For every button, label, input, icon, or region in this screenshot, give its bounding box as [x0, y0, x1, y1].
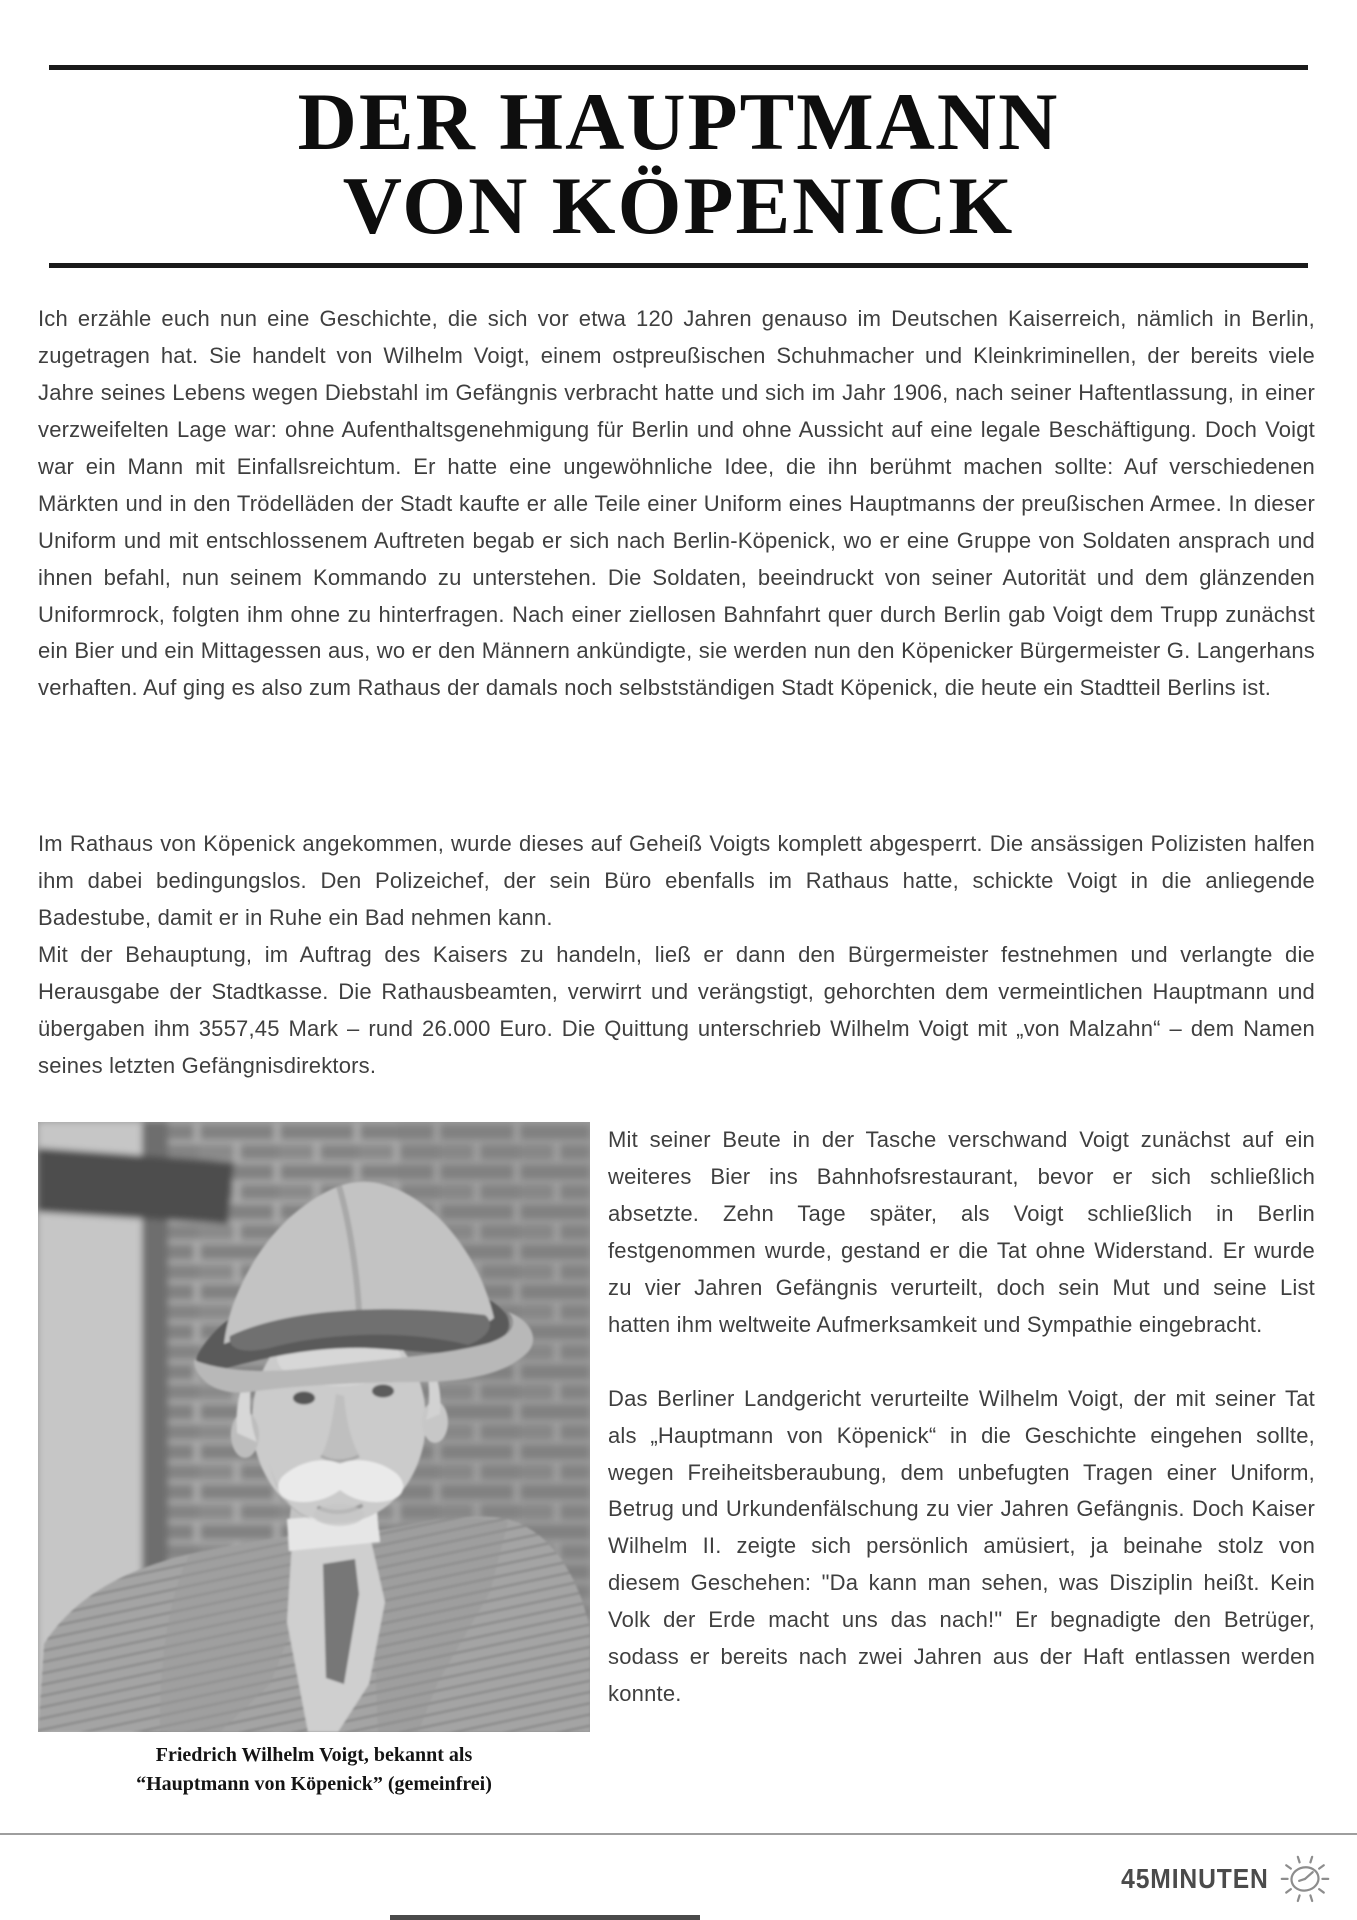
paragraph-intro: Ich erzähle euch nun eine Geschichte, die sich vor etwa 120 Jahren genauso im Deutschen Kaiserreich, nämlich in Berlin, zugetragen hat. Sie handelt von Wilhelm Voigt, einem ostpreußischen Schuhmacher und Kleinkriminellen, der bereits viele Jahre seines Lebens wegen Diebstahl im Gefängnis verbracht hatte und sich im Jahr 1906, nach seiner Haftentlassung, in einer verzweifelten Lage war: ohne Aufenthaltsgenehmigung für Berlin und ohne Aussicht auf eine legale Beschäftigung. Doch Voigt war ein Mann mit Einfallsreichtum. Er hatte eine ungewöhnliche Idee, die ihn berühmt machen sollte: Auf verschiedenen Märkten und in den Trödelläden der Stadt kaufte er alle Teile einer Uniform eines Hauptmanns der preußischen Armee. In dieser Uniform und mit entschlossenem Auftreten begab er sich nach Berlin-Köpenick, wo er eine Gruppe von Soldaten ansprach und ihnen befahl, nun seinem Kommando zu unterstehen. Die Soldaten, beeindruckt von seiner Autorität und dem glänzenden Uniformrock, folgten ihm ohne zu hinterfragen. Nach einer ziellosen Bahnfahrt quer durch Berlin gab Voigt dem Trupp zunächst ein Bier und ein Mittagessen aus, wo er den Männern ankündigte, sie werden nun den Köpenicker Bürgermeister G. Langerhans verhaften. Auf ging es also zum Rathaus der damals noch selbstständigen Stadt Köpenick, die heute ein Stadtteil Berlins ist. [38, 306, 1315, 701]
voigt-portrait-illustration [38, 1122, 590, 1732]
intro-section [38, 301, 1315, 781]
page-title-line2: VON KÖPENICK [342, 159, 1015, 251]
paragraph-behauptung: Mit der Behauptung, im Auftrag des Kaisers zu handeln, ließ er dann den Bürgermeister festnehmen und verlangte die Herausgabe der Stadtkasse. Die Rathausbeamten, verwirrt und verängstigt, gehorchten dem vermeintlichen Hauptmann und übergaben ihm 3557,45 Mark – rund 26.000 Euro. Die Quittung unterschrieb Wilhelm Voigt mit „von Malzahn“ – dem Namen seines letzten Gefängnisdirektors. [38, 941, 1315, 1078]
photo-text-section [38, 1122, 1315, 1798]
voigt-portrait-photo [38, 1122, 590, 1732]
sun-clock-icon [1275, 1846, 1335, 1911]
photo-figure [38, 1122, 590, 1798]
rathaus-section [38, 826, 1315, 1084]
footer-divider [0, 1833, 1357, 1835]
footer-brand [1101, 1846, 1335, 1911]
header-rule-bottom [49, 263, 1308, 268]
article-body [0, 301, 1357, 1798]
photo-caption [38, 1741, 590, 1798]
header-rule-top [49, 65, 1308, 70]
photo-caption-line2: “Hauptmann von Köpenick” (gemeinfrei) [136, 1772, 492, 1795]
photo-caption-line1: Friedrich Wilhelm Voigt, bekannt als [155, 1744, 473, 1767]
footer-brand-text: 45MINUTEN [1121, 1862, 1269, 1894]
photo-side-text [608, 1122, 1315, 1713]
paragraph-beute: Mit seiner Beute in der Tasche verschwand Voigt zunächst auf ein weiteres Bier ins Bahnhofsrestaurant, bevor er sich schließlich absetzte. Zehn Tage später, als Voigt schließlich in Berlin festgenommen wurde, gestand er die Tat ohne Widerstand. Er wurde zu vier Jahren Gefängnis verurteilt, doch sein Mut und seine List hatten ihm weltweite Aufmerksamkeit und Sympathie eingebracht. [608, 1127, 1315, 1337]
paragraph-rathaus: Im Rathaus von Köpenick angekommen, wurde dieses auf Geheiß Voigts komplett abgesperrt. Die ansässigen Polizisten halfen ihm dabei bedingungslos. Den Polizeichef, der sein Büro ebenfalls im Rathaus hatte, schickte Voigt in die anliegende Badestube, damit er in Ruhe ein Bad nehmen kann. [38, 831, 1315, 931]
page-title [40, 76, 1317, 251]
paragraph-landgericht: Das Berliner Landgericht verurteilte Wilhelm Voigt, der mit seiner Tat als „Hauptmann von Köpenick“ in die Geschichte eingehen sollte, wegen Freiheitsberaubung, dem unbefugten Tragen einer Uniform, Betrug und Urkundenfälschung zu vier Jahren Gefängnis. Doch Kaiser Wilhelm II. zeigte sich persönlich amüsiert, ja beinahe stolz von diesem Geschehen: "Da kann man sehen, was Disziplin heißt. Kein Volk der Erde macht uns das nach!" Er begnadigte den Betrüger, sodass er bereits nach zwei Jahren aus der Haft entlassen werden konnte. [608, 1385, 1315, 1706]
page-title-line1: DER HAUPTMANN [297, 76, 1060, 167]
bottom-edge-artifact [390, 1915, 700, 1920]
